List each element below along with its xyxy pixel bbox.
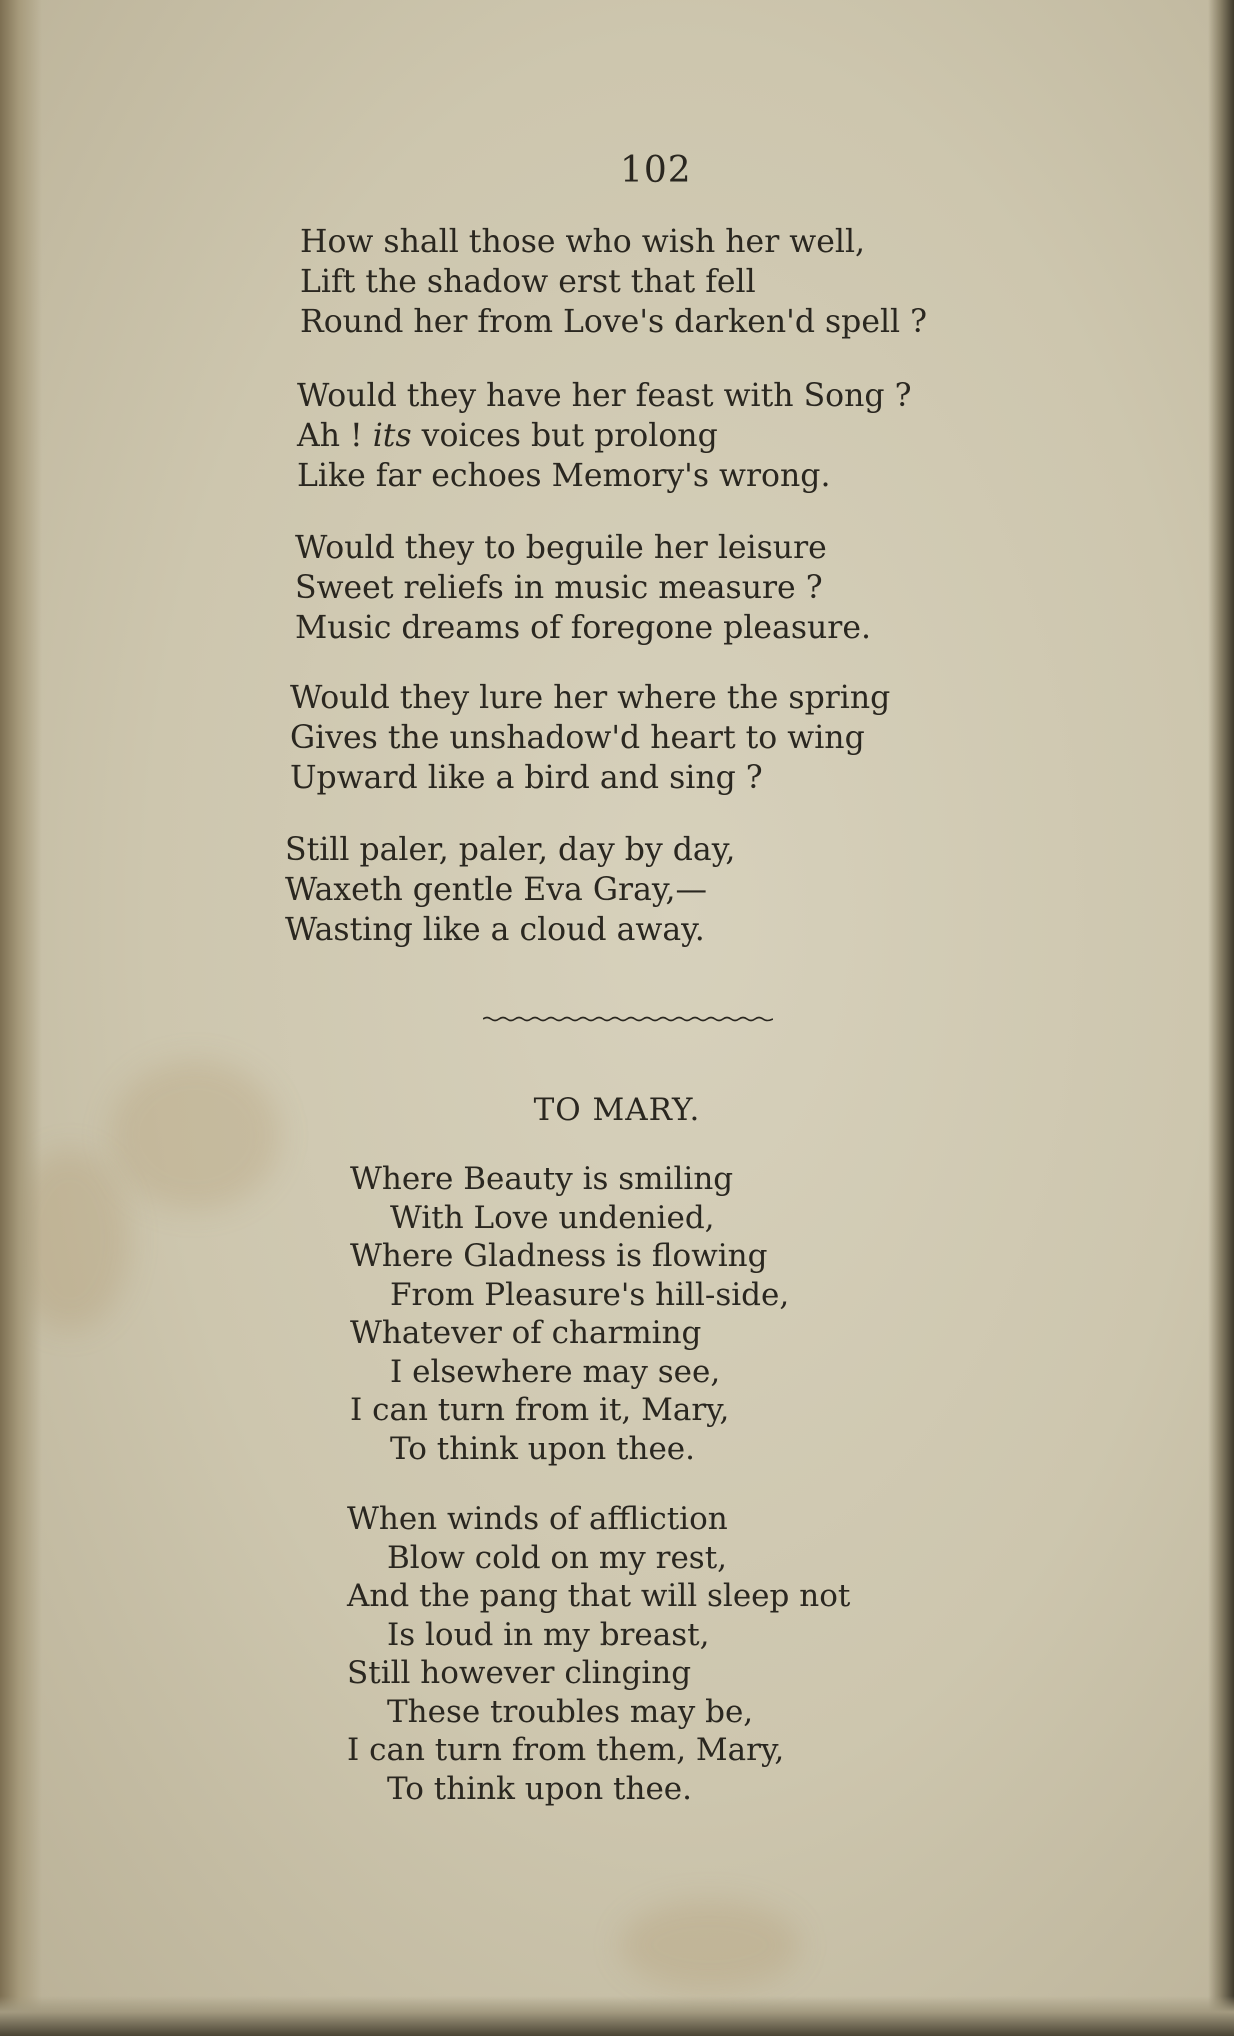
line-text: Ah ! — [297, 418, 373, 454]
poem-line: Where Beauty is smiling — [350, 1161, 734, 1197]
poem-line: I can turn from it, Mary, — [350, 1392, 730, 1428]
poem-line: And the pang that will sleep not — [347, 1578, 851, 1614]
paper-stain — [620, 1900, 800, 1990]
stanza — [285, 830, 735, 950]
poem-line: I elsewhere may see, — [390, 1353, 721, 1390]
poem-line: Blow cold on my rest, — [387, 1539, 728, 1576]
wavy-divider — [483, 1014, 773, 1024]
poem-line: How shall those who wish her well, — [300, 224, 866, 260]
poem-line: Still paler, paler, day by day, — [285, 832, 736, 868]
stanza — [300, 222, 927, 342]
poem-line: Where Gladness is flowing — [350, 1238, 768, 1274]
poem-line: From Pleasure's hill-side, — [390, 1276, 790, 1313]
stanza — [290, 678, 890, 798]
poem-line: Upward like a bird and sing ? — [290, 760, 763, 796]
stanza — [295, 528, 871, 648]
poem-line: Would they to beguile her leisure — [295, 530, 827, 566]
poem-line: Lift the shadow erst that fell — [300, 264, 756, 300]
poem-line: Sweet reliefs in music measure ? — [295, 570, 823, 606]
stanza — [347, 1500, 850, 1808]
poem-line: I can turn from them, Mary, — [347, 1732, 785, 1768]
stanza — [297, 376, 911, 496]
poem-line: Whatever of charming — [350, 1315, 702, 1351]
poem-line: To think upon thee. — [390, 1430, 695, 1467]
poem-line: These troubles may be, — [387, 1693, 754, 1730]
page-binding-edge — [0, 0, 42, 2036]
poem-line: Like far echoes Memory's wrong. — [297, 458, 831, 494]
poem-line: When winds of affliction — [347, 1501, 728, 1537]
stanza — [350, 1160, 789, 1468]
poem-line: Waxeth gentle Eva Gray,— — [285, 872, 707, 908]
poem-line — [297, 416, 911, 456]
poem-line: Would they lure her where the spring — [290, 680, 891, 716]
poem-title: TO MARY. — [533, 1092, 701, 1128]
line-text: voices but prolong — [411, 418, 718, 454]
page-number: 102 — [620, 150, 692, 191]
poem-line: To think upon thee. — [387, 1770, 692, 1807]
poem-line: Is loud in my breast, — [387, 1616, 710, 1653]
page-bottom-edge — [0, 1996, 1234, 2036]
page-right-edge — [1208, 0, 1234, 2036]
poem-line: Music dreams of foregone pleasure. — [295, 610, 871, 646]
paper-stain — [110, 1060, 280, 1210]
poem-line: Round her from Love's darken'd spell ? — [300, 304, 928, 340]
poem-line: With Love undenied, — [390, 1199, 715, 1236]
italic-word: its — [372, 418, 412, 454]
poem-line: Wasting like a cloud away. — [285, 912, 705, 948]
poem-line: Gives the unshadow'd heart to wing — [290, 720, 865, 756]
poem-line: Still however clinging — [347, 1655, 692, 1691]
poem-line: Would they have her feast with Song ? — [297, 378, 912, 414]
